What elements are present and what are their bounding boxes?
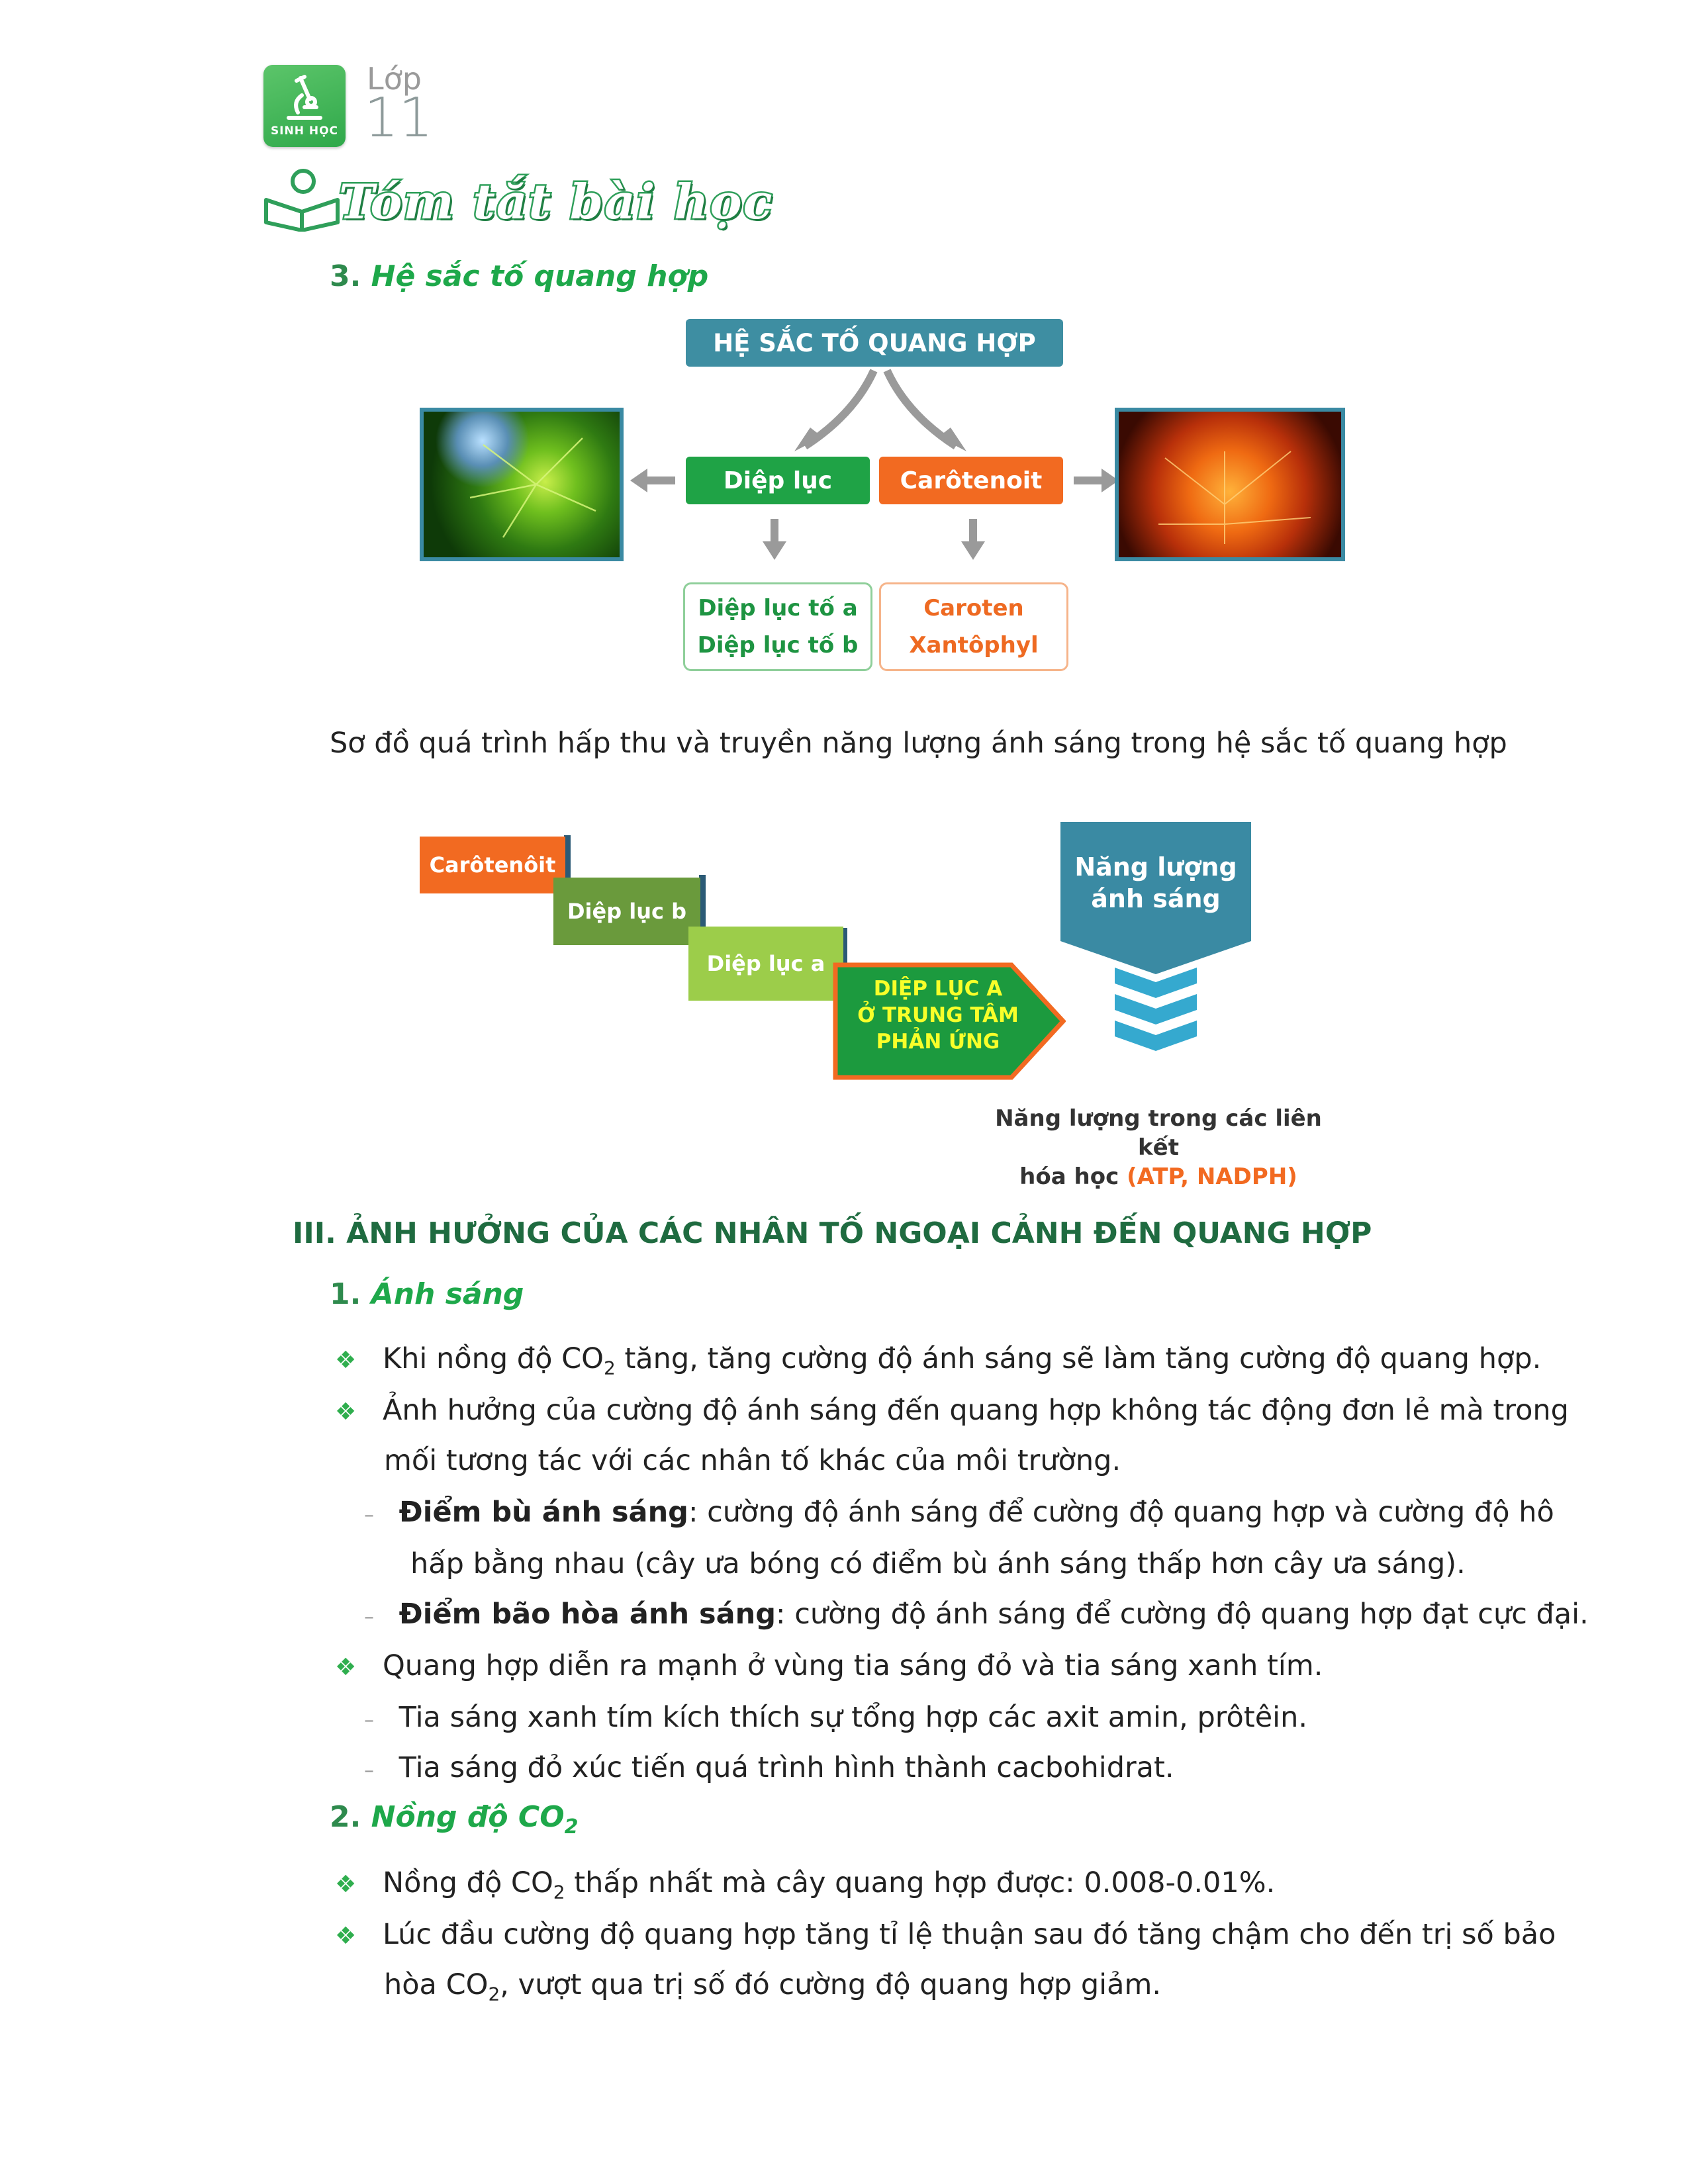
- bullet-2-line-2: mối tương tác với các nhân tố khác của môi trường.: [384, 1444, 1121, 1477]
- light-energy-label: [1059, 851, 1252, 915]
- subsection-2-number: 2.: [330, 1800, 361, 1834]
- bullet-1-text-b: tăng, tăng cường độ ánh sáng sẽ làm tăng cường độ quang hợp.: [615, 1342, 1542, 1375]
- co2-subscript: 2: [488, 1983, 500, 2005]
- co2-subscript: 2: [564, 1815, 579, 1839]
- light-energy-line-1: Năng lượng: [1074, 852, 1237, 882]
- subsection-1-title: Ánh sáng: [371, 1277, 524, 1311]
- chlorophyll-a-label: Diệp lục tố a: [698, 595, 858, 621]
- step-carotenoid: Carôtenôit: [420, 837, 565, 893]
- step-chlorophyll-a: Diệp lục a: [688, 927, 843, 1001]
- reaction-center-label: [835, 976, 1041, 1055]
- subsection-1-number: 1.: [330, 1277, 361, 1311]
- summary-title: Tóm tắt bài học: [339, 173, 774, 230]
- reaction-center-line-2: Ở TRUNG TÂM: [857, 1003, 1019, 1027]
- xanthophyll-label: Xantôphyl: [909, 632, 1039, 659]
- bullet-3-text: Quang hợp diễn ra mạnh ở vùng tia sáng đỏ và tia sáng xanh tím.: [382, 1649, 1323, 1682]
- diamond-bullet-icon: ❖: [335, 1398, 357, 1426]
- dash-item-3: [364, 1692, 1307, 1747]
- co2-subscript: 2: [553, 1881, 565, 1903]
- chemical-energy-label: [993, 1104, 1324, 1191]
- bullet-3: [335, 1640, 1323, 1694]
- bullet-5: [335, 1909, 1556, 1962]
- co2-subscript: 2: [603, 1357, 616, 1379]
- chemical-energy-line-2: [993, 1162, 1324, 1191]
- dash-bullet-icon: –: [364, 1504, 374, 1527]
- pigment-system-header: HỆ SẮC TỐ QUANG HỢP: [686, 319, 1063, 367]
- carotenoid-box: Carôtenoit: [879, 457, 1063, 504]
- grade-number: 11: [364, 87, 434, 150]
- bullet-5-line-1: Lúc đầu cường độ quang hợp tăng tỉ lệ thuận sau đó tăng chậm cho đến trị số bảo: [382, 1918, 1556, 1951]
- subsection-2-title-text: Nồng độ CO: [371, 1800, 565, 1834]
- atp-nadph-label: (ATP, NADPH): [1127, 1163, 1297, 1190]
- dash-bullet-icon: –: [364, 1709, 374, 1732]
- subsection-1-heading: [330, 1277, 524, 1311]
- diamond-bullet-icon: ❖: [335, 1347, 357, 1374]
- bullet-4-text-b: thấp nhất mà cây quang hợp được: 0.008-0.01%.: [565, 1866, 1276, 1899]
- dash-item-1-line-1: : cường độ ánh sáng để cường độ quang hợp và cường độ hô: [688, 1496, 1554, 1529]
- dash-item-1: [364, 1486, 1554, 1541]
- chlorophyll-box: Diệp lục: [686, 457, 870, 504]
- bullet-1-text-a: Khi nồng độ CO: [382, 1342, 604, 1375]
- saturation-point-term: Điểm bão hòa ánh sáng: [399, 1598, 776, 1631]
- bullet-5-line-2: [384, 1959, 1161, 2021]
- bullet-5-text-a: hòa CO: [384, 1968, 489, 2001]
- light-energy-line-2: ánh sáng: [1091, 884, 1221, 913]
- caroten-label: Caroten: [923, 595, 1024, 621]
- diagram-2-caption: Sơ đồ quá trình hấp thu và truyền năng lượng ánh sáng trong hệ sắc tố quang hợp: [330, 727, 1507, 760]
- chlorophyll-b-label: Diệp lục tố b: [697, 632, 859, 659]
- dash-item-3-text: Tia sáng xanh tím kích thích sự tổng hợp các axit amin, prôtêin.: [399, 1701, 1308, 1734]
- subsection-2-heading: [330, 1800, 578, 1839]
- reaction-center-line-1: DIỆP LỤC A: [873, 977, 1003, 1001]
- subsection-2-title: [371, 1800, 579, 1839]
- bullet-2-line-1: Ảnh hưởng của cường độ ánh sáng đến quang hợp không tác động đơn lẻ mà trong: [382, 1394, 1569, 1427]
- dash-item-1-line-2: hấp bằng nhau (cây ưa bóng có điểm bù ánh sáng thấp hơn cây ưa sáng).: [410, 1547, 1466, 1580]
- bullet-4-text-a: Nồng độ CO: [382, 1866, 553, 1899]
- dash-bullet-icon: –: [364, 1759, 374, 1782]
- section-3-title: Hệ sắc tố quang hợp: [371, 259, 709, 293]
- dash-item-4: [364, 1742, 1174, 1797]
- grade-word: Lớp: [367, 61, 422, 97]
- chemical-energy-line-1: Năng lượng trong các liên kết: [995, 1105, 1322, 1161]
- step-chlorophyll-b: Diệp lục b: [553, 878, 700, 945]
- bullet-2: [335, 1385, 1569, 1438]
- logo-caption: SINH HỌC: [270, 124, 339, 138]
- dash-item-2-text: : cường độ ánh sáng để cường độ quang hợp đạt cực đại.: [776, 1598, 1589, 1631]
- compensation-point-term: Điểm bù ánh sáng: [399, 1496, 688, 1529]
- dash-item-2: [364, 1588, 1589, 1643]
- bullet-5-text-b: , vượt qua trị số đó cường độ quang hợp giảm.: [500, 1968, 1162, 2001]
- diamond-bullet-icon: ❖: [335, 1654, 357, 1681]
- dash-bullet-icon: –: [364, 1606, 374, 1629]
- section-iii-title: III. ẢNH HƯỞNG CỦA CÁC NHÂN TỐ NGOẠI CẢNH ĐẾN QUANG HỢP: [293, 1216, 1372, 1250]
- section-3-number: 3.: [330, 259, 361, 293]
- reaction-center-line-3: PHẢN ỨNG: [876, 1030, 1000, 1054]
- diamond-bullet-icon: ❖: [335, 1871, 357, 1898]
- diamond-bullet-icon: ❖: [335, 1923, 357, 1950]
- chemical-energy-prefix: hóa học: [1019, 1163, 1127, 1190]
- dash-item-4-text: Tia sáng đỏ xúc tiến quá trình hình thành cacbohidrat.: [399, 1751, 1174, 1784]
